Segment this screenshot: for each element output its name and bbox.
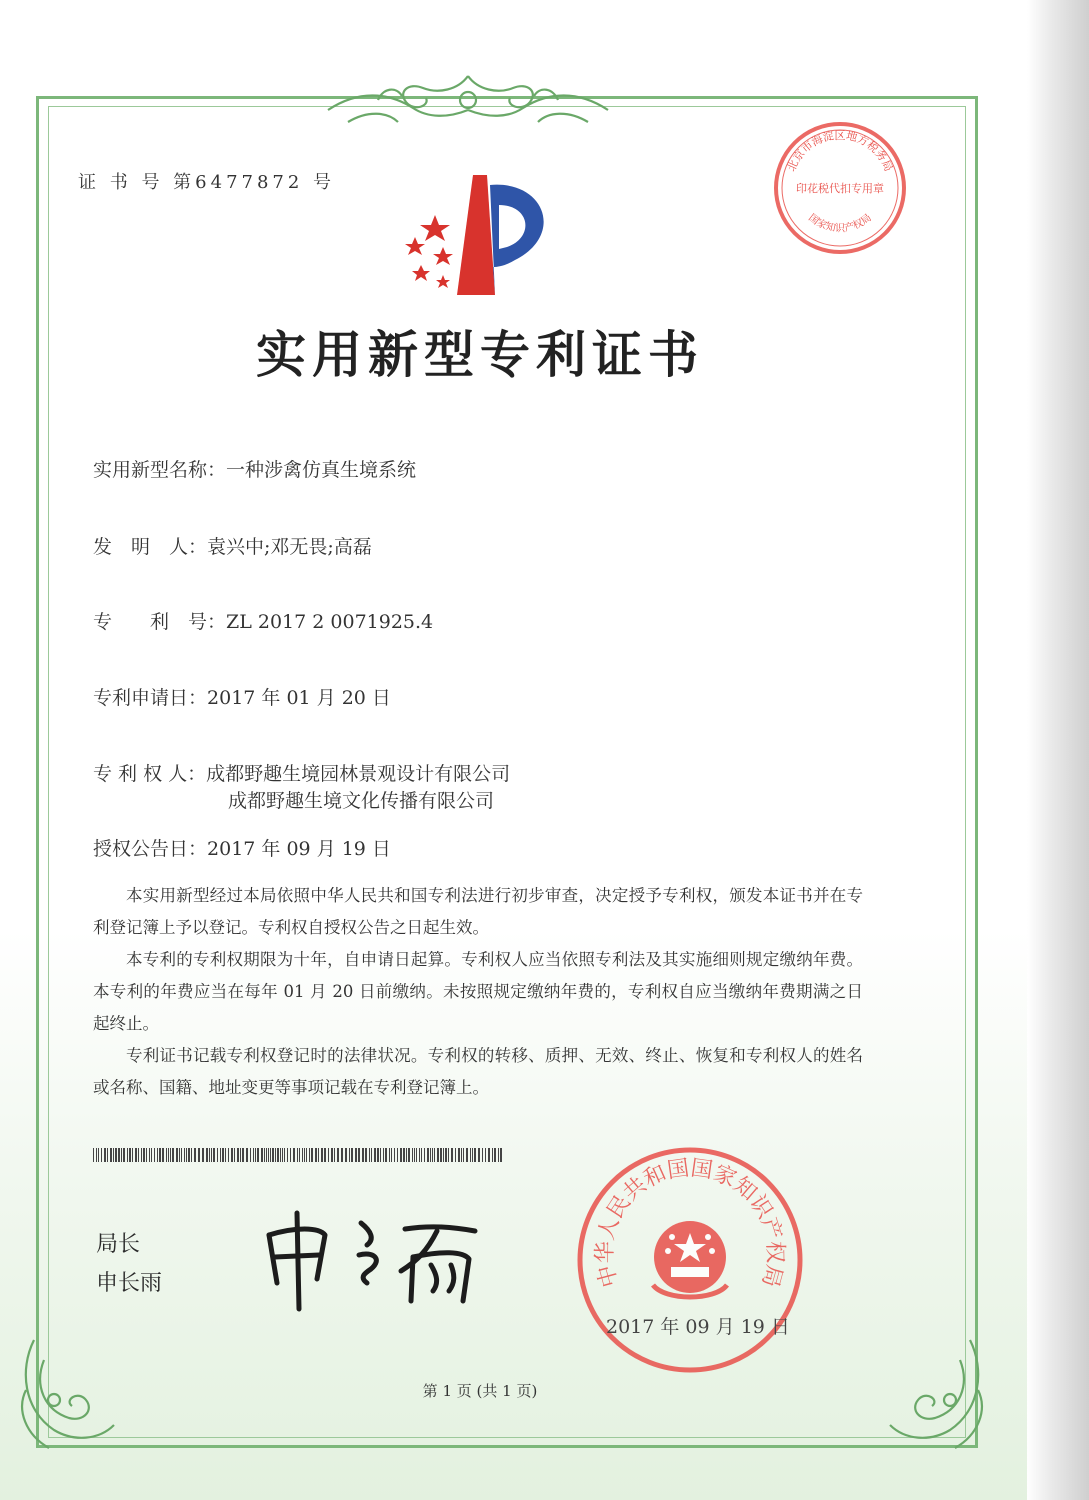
- certificate-number: 证 书 号 第6477872 号: [78, 172, 336, 193]
- utility-model-name-row: [93, 455, 416, 482]
- signature-icon: [255, 1205, 495, 1315]
- patentee-row: [93, 759, 510, 786]
- patentee-row-2: [228, 786, 494, 813]
- ornament-top-icon: [318, 70, 618, 132]
- patent-number-value: ZL 2017 2 0071925.4: [226, 611, 434, 633]
- patent-number-row: [93, 607, 433, 634]
- scan-edge: [1027, 0, 1089, 1500]
- barcode-icon: [93, 1148, 503, 1162]
- patent-office-logo-icon: [395, 175, 565, 300]
- page-number: 第 1 页 (共 1 页): [422, 1382, 538, 1400]
- patentee-value-2: 成都野趣生境文化传播有限公司: [228, 790, 495, 812]
- inventor-label: 发 明 人：: [93, 536, 208, 558]
- tax-stamp-ring-text: 北京市海淀区地方税务局: [784, 128, 896, 174]
- body-text: [93, 880, 863, 1104]
- national-ip-seal-icon: [575, 1145, 805, 1375]
- body-paragraph-1: 本实用新型经过本局依照中华人民共和国专利法进行初步审查，决定授予专利权，颁发本证书并在专利登记簿上予以登记。专利权自授权公告之日起生效。: [93, 886, 863, 937]
- tax-stamp-bottom-text: 国家知识产权局: [806, 212, 874, 235]
- grant-date-label: 授权公告日：: [93, 838, 208, 860]
- svg-text:国家知识产权局: [806, 212, 874, 235]
- inventor-value: 袁兴中;邓无畏;高磊: [207, 536, 372, 558]
- patentee-value-1: 成都野趣生境园林景观设计有限公司: [206, 763, 511, 785]
- inventor-row: [93, 532, 372, 559]
- patent-number-label: 专 利 号：: [93, 611, 227, 633]
- seal-ring-text: 中华人民共和国国家知识产权局: [592, 1155, 788, 1290]
- director-name: 申长雨: [96, 1271, 163, 1296]
- filing-date-row: [93, 683, 391, 710]
- patentee-label: 专 利 权 人：: [93, 763, 207, 785]
- seal-date: 2017 年 09 月 19 日: [606, 1316, 790, 1338]
- grant-date-value: 2017 年 09 月 19 日: [207, 838, 391, 860]
- director-title: 局长: [96, 1232, 141, 1257]
- utility-model-name-label: 实用新型名称：: [93, 459, 227, 481]
- utility-model-name-value: 一种涉禽仿真生境系统: [226, 459, 417, 481]
- filing-date-value: 2017 年 01 月 20 日: [207, 687, 391, 709]
- body-paragraph-3: 专利证书记载专利权登记时的法律状况。专利权的转移、质押、无效、终止、恢复和专利权人的姓名或名称、国籍、地址变更等事项记载在专利登记簿上。: [93, 1046, 863, 1097]
- certificate-title: 实用新型专利证书: [256, 325, 704, 384]
- filing-date-label: 专利申请日：: [93, 687, 208, 709]
- body-paragraph-2: 本专利的专利权期限为十年，自申请日起算。专利权人应当依照专利法及其实施细则规定缴纳年费。本专利的年费应当在每年 01 月 20 日前缴纳。未按照规定缴纳年费的，专利权自应当缴纳年费期满之日起终止。: [93, 950, 863, 1033]
- tax-stamp-seal-icon: [770, 118, 910, 258]
- tax-stamp-center-text: 印花税代扣专用章: [796, 182, 884, 195]
- grant-date-row: [93, 834, 391, 861]
